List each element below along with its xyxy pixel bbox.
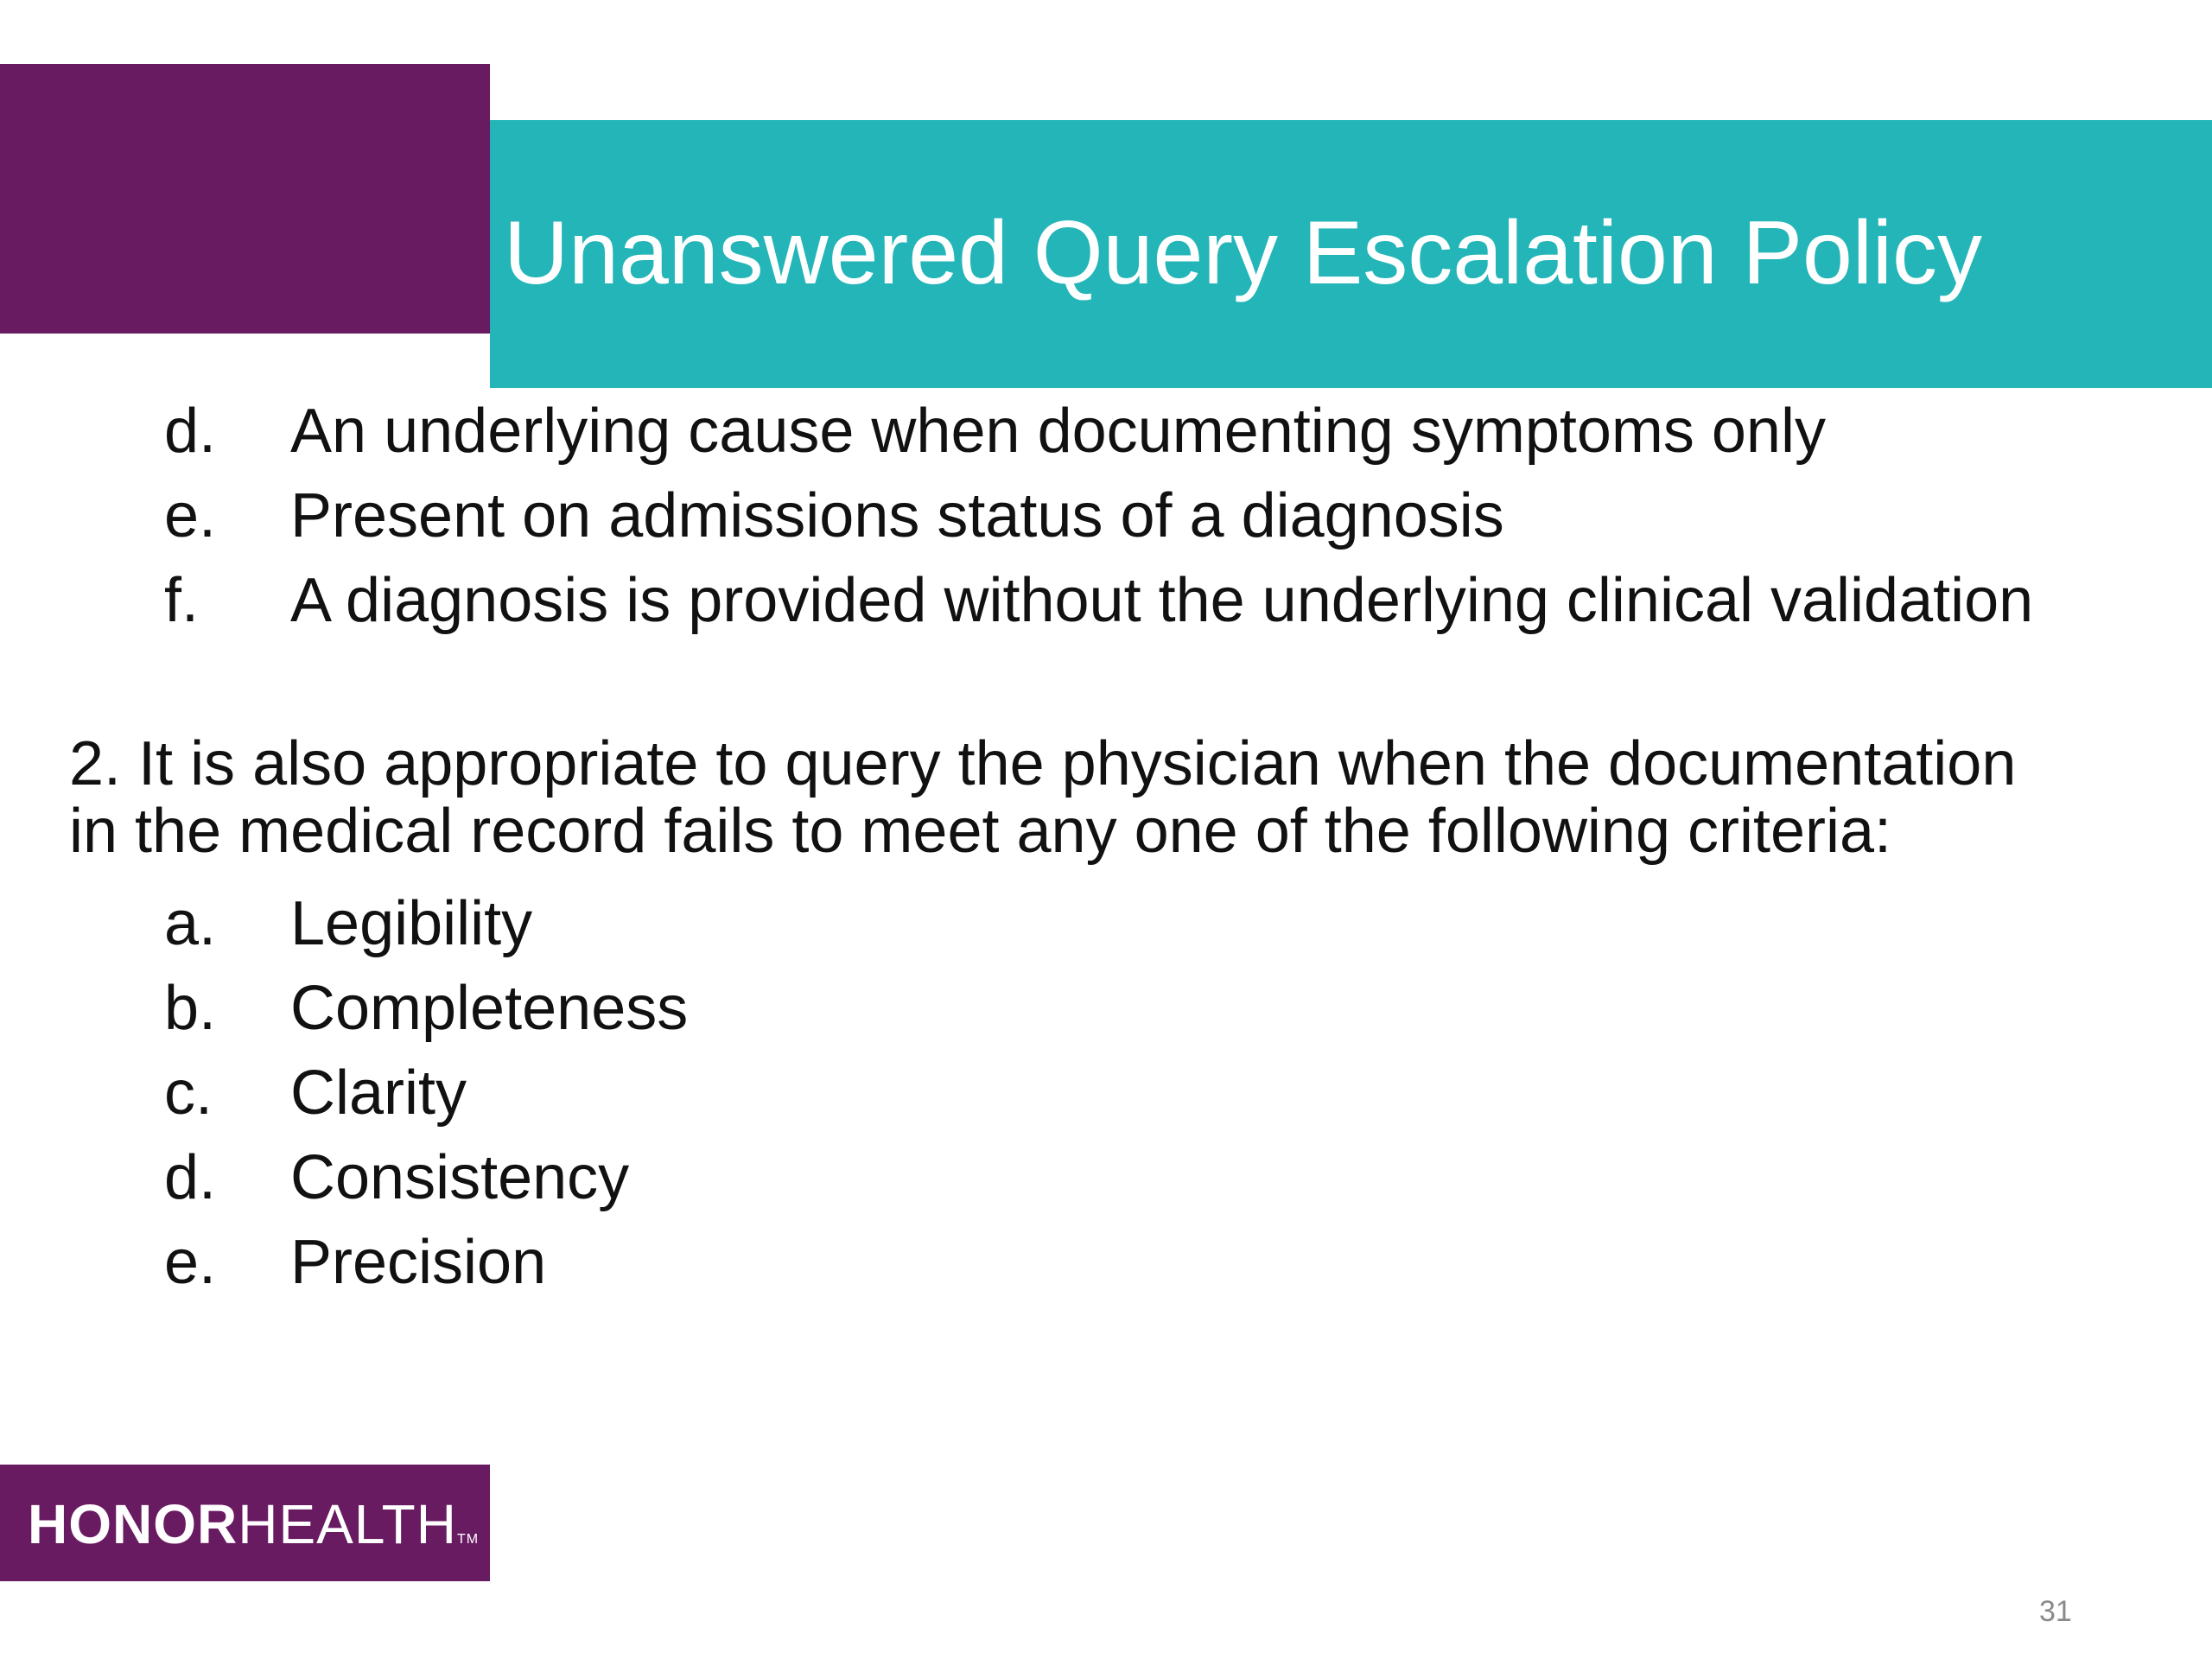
list-marker: d. bbox=[164, 397, 217, 466]
paragraph-line-2: in the medical record fails to meet any one of the following criteria: bbox=[69, 797, 1892, 866]
list-marker: b. bbox=[164, 974, 217, 1043]
list-marker: d. bbox=[164, 1143, 217, 1212]
logo-part-bold: HONOR bbox=[28, 1493, 238, 1555]
logo-wordmark bbox=[28, 1494, 479, 1570]
list-marker: c. bbox=[164, 1058, 213, 1128]
logo-part-light: HEALTH bbox=[238, 1493, 457, 1555]
paragraph-line-1: 2. It is also appropriate to query the physician when the documentation bbox=[69, 729, 2017, 798]
logo-trademark: TM bbox=[456, 1532, 480, 1547]
list-item-text: Precision bbox=[290, 1228, 547, 1297]
slide-title: Unanswered Query Escalation Policy bbox=[504, 203, 1983, 303]
list-item-text: Completeness bbox=[290, 974, 689, 1043]
header-purple-block bbox=[0, 64, 490, 334]
list-item-text: An underlying cause when documenting symptoms only bbox=[290, 397, 1826, 466]
honorhealth-logo bbox=[0, 1465, 490, 1581]
list-marker: e. bbox=[164, 1228, 217, 1297]
list-item-text: Consistency bbox=[290, 1143, 630, 1212]
list-item-text: Clarity bbox=[290, 1058, 467, 1128]
list-item-text: Legibility bbox=[290, 889, 533, 958]
list-marker: e. bbox=[164, 481, 217, 550]
list-marker: f. bbox=[164, 566, 200, 635]
page-number: 31 bbox=[2039, 1595, 2072, 1628]
list-item-text: Present on admissions status of a diagnosis bbox=[290, 481, 1504, 550]
list-marker: a. bbox=[164, 889, 217, 958]
criteria-paragraph bbox=[69, 730, 2177, 865]
list-item-text: A diagnosis is provided without the underlying clinical validation bbox=[290, 566, 2034, 635]
